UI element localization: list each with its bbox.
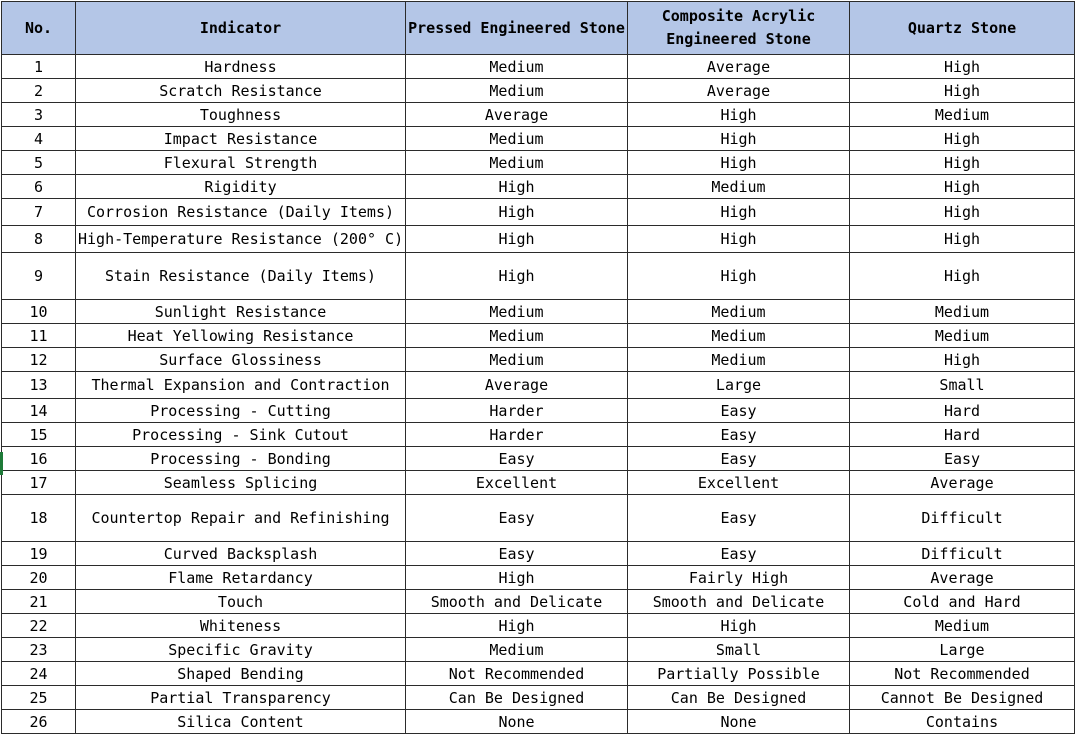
cell-no[interactable]: 9 (2, 253, 76, 300)
cell-quartz[interactable]: Average (850, 566, 1075, 590)
cell-composite[interactable]: High (628, 151, 850, 175)
cell-quartz[interactable]: Contains (850, 710, 1075, 734)
cell-indicator[interactable]: Rigidity (76, 175, 406, 199)
cell-quartz[interactable]: Medium (850, 614, 1075, 638)
cell-no[interactable]: 21 (2, 590, 76, 614)
table-row (2, 253, 1075, 300)
table-row (2, 226, 1075, 253)
cell-composite[interactable]: High (628, 127, 850, 151)
cell-no[interactable]: 18 (2, 495, 76, 542)
cell-pressed[interactable]: High (406, 614, 628, 638)
cell-no[interactable]: 10 (2, 300, 76, 324)
cell-indicator[interactable]: Processing - Bonding (76, 447, 406, 471)
cell-composite[interactable]: Excellent (628, 471, 850, 495)
cell-quartz[interactable]: Large (850, 638, 1075, 662)
cell-pressed[interactable]: Medium (406, 324, 628, 348)
cell-indicator[interactable]: Scratch Resistance (76, 79, 406, 103)
cell-indicator[interactable]: Stain Resistance (Daily Items) (76, 253, 406, 300)
table-row (2, 372, 1075, 399)
cell-no[interactable]: 8 (2, 226, 76, 253)
cell-quartz[interactable]: Cannot Be Designed (850, 686, 1075, 710)
cell-no[interactable]: 26 (2, 710, 76, 734)
cell-quartz[interactable]: Medium (850, 300, 1075, 324)
cell-no[interactable]: 4 (2, 127, 76, 151)
table-row (2, 423, 1075, 447)
cell-composite[interactable]: Can Be Designed (628, 686, 850, 710)
table-row (2, 662, 1075, 686)
cell-composite[interactable]: Partially Possible (628, 662, 850, 686)
cell-no[interactable]: 23 (2, 638, 76, 662)
cell-no[interactable]: 2 (2, 79, 76, 103)
cell-composite[interactable]: Medium (628, 324, 850, 348)
cell-composite[interactable]: Small (628, 638, 850, 662)
cell-quartz[interactable]: High (850, 253, 1075, 300)
cell-indicator[interactable]: Corrosion Resistance (Daily Items) (76, 199, 406, 226)
header-indicator[interactable]: Indicator (76, 2, 406, 55)
cell-composite[interactable]: Easy (628, 447, 850, 471)
cell-quartz[interactable]: High (850, 127, 1075, 151)
table-row (2, 151, 1075, 175)
cell-no[interactable]: 24 (2, 662, 76, 686)
cell-pressed[interactable]: High (406, 226, 628, 253)
table-row (2, 399, 1075, 423)
cell-indicator[interactable]: Touch (76, 590, 406, 614)
table-row (2, 103, 1075, 127)
cell-pressed[interactable]: Medium (406, 79, 628, 103)
table-row (2, 590, 1075, 614)
table-row (2, 55, 1075, 79)
cell-pressed[interactable]: High (406, 253, 628, 300)
cell-no[interactable]: 17 (2, 471, 76, 495)
cell-quartz[interactable]: High (850, 55, 1075, 79)
cell-pressed[interactable]: Medium (406, 55, 628, 79)
cell-indicator[interactable]: Curved Backsplash (76, 542, 406, 566)
cell-quartz[interactable]: Medium (850, 103, 1075, 127)
cell-indicator[interactable]: Sunlight Resistance (76, 300, 406, 324)
cell-composite[interactable]: Easy (628, 542, 850, 566)
cell-composite[interactable]: Medium (628, 348, 850, 372)
header-row (2, 2, 1075, 55)
cell-quartz[interactable]: Hard (850, 423, 1075, 447)
table-row (2, 638, 1075, 662)
table-row (2, 199, 1075, 226)
cell-pressed[interactable]: High (406, 199, 628, 226)
cell-no[interactable]: 7 (2, 199, 76, 226)
cell-no[interactable]: 22 (2, 614, 76, 638)
header-composite-acrylic-engineered-stone[interactable]: Composite Acrylic Engineered Stone (628, 2, 850, 55)
table-row (2, 447, 1075, 471)
cell-pressed[interactable]: Easy (406, 495, 628, 542)
table-row (2, 175, 1075, 199)
cell-indicator[interactable]: Toughness (76, 103, 406, 127)
cell-pressed[interactable]: Harder (406, 423, 628, 447)
active-row-marker (0, 452, 3, 475)
cell-indicator[interactable]: Processing - Sink Cutout (76, 423, 406, 447)
cell-composite[interactable]: Medium (628, 300, 850, 324)
cell-pressed[interactable]: Smooth and Delicate (406, 590, 628, 614)
cell-pressed[interactable]: Easy (406, 447, 628, 471)
cell-quartz[interactable]: High (850, 175, 1075, 199)
table-row (2, 471, 1075, 495)
cell-indicator[interactable]: Whiteness (76, 614, 406, 638)
cell-quartz[interactable]: Cold and Hard (850, 590, 1075, 614)
cell-no[interactable]: 20 (2, 566, 76, 590)
cell-pressed[interactable]: High (406, 175, 628, 199)
cell-quartz[interactable]: High (850, 151, 1075, 175)
cell-composite[interactable]: Easy (628, 423, 850, 447)
cell-no[interactable]: 19 (2, 542, 76, 566)
cell-pressed[interactable]: Medium (406, 638, 628, 662)
cell-composite[interactable]: Easy (628, 399, 850, 423)
cell-pressed[interactable]: Can Be Designed (406, 686, 628, 710)
cell-no[interactable]: 25 (2, 686, 76, 710)
cell-indicator[interactable]: Silica Content (76, 710, 406, 734)
cell-composite[interactable]: High (628, 226, 850, 253)
cell-pressed[interactable]: Medium (406, 127, 628, 151)
cell-pressed[interactable]: Medium (406, 348, 628, 372)
cell-composite[interactable]: Medium (628, 175, 850, 199)
table-body (2, 55, 1075, 734)
cell-composite[interactable]: Large (628, 372, 850, 399)
cell-pressed[interactable]: None (406, 710, 628, 734)
cell-no[interactable]: 14 (2, 399, 76, 423)
cell-composite[interactable]: Average (628, 55, 850, 79)
cell-quartz[interactable]: Hard (850, 399, 1075, 423)
table-row (2, 566, 1075, 590)
cell-indicator[interactable]: Processing - Cutting (76, 399, 406, 423)
cell-composite[interactable]: Smooth and Delicate (628, 590, 850, 614)
cell-quartz[interactable]: Average (850, 471, 1075, 495)
cell-pressed[interactable]: Harder (406, 399, 628, 423)
table-row (2, 542, 1075, 566)
cell-indicator[interactable]: Countertop Repair and Refinishing (76, 495, 406, 542)
table-row (2, 324, 1075, 348)
cell-indicator[interactable]: Specific Gravity (76, 638, 406, 662)
cell-quartz[interactable]: Not Recommended (850, 662, 1075, 686)
cell-quartz[interactable]: High (850, 348, 1075, 372)
cell-quartz[interactable]: High (850, 226, 1075, 253)
cell-quartz[interactable]: Difficult (850, 495, 1075, 542)
cell-quartz[interactable]: High (850, 79, 1075, 103)
cell-no[interactable]: 1 (2, 55, 76, 79)
cell-indicator[interactable]: Flame Retardancy (76, 566, 406, 590)
table-row (2, 686, 1075, 710)
table-row (2, 300, 1075, 324)
cell-pressed[interactable]: Excellent (406, 471, 628, 495)
cell-composite[interactable]: Average (628, 79, 850, 103)
cell-quartz[interactable]: Difficult (850, 542, 1075, 566)
comparison-table (1, 1, 1075, 734)
header-quartz-stone[interactable]: Quartz Stone (850, 2, 1075, 55)
cell-no[interactable]: 6 (2, 175, 76, 199)
cell-quartz[interactable]: Small (850, 372, 1075, 399)
cell-no[interactable]: 15 (2, 423, 76, 447)
cell-no[interactable]: 13 (2, 372, 76, 399)
cell-indicator[interactable]: Flexural Strength (76, 151, 406, 175)
cell-indicator[interactable]: Surface Glossiness (76, 348, 406, 372)
cell-pressed[interactable]: Average (406, 372, 628, 399)
cell-composite[interactable]: Fairly High (628, 566, 850, 590)
cell-quartz[interactable]: Medium (850, 324, 1075, 348)
cell-no[interactable]: 3 (2, 103, 76, 127)
cell-composite[interactable]: None (628, 710, 850, 734)
cell-pressed[interactable]: Easy (406, 542, 628, 566)
cell-composite[interactable]: High (628, 199, 850, 226)
table-row (2, 495, 1075, 542)
cell-indicator[interactable]: Hardness (76, 55, 406, 79)
cell-quartz[interactable]: Easy (850, 447, 1075, 471)
cell-composite[interactable]: High (628, 253, 850, 300)
cell-composite[interactable]: High (628, 103, 850, 127)
table-row (2, 127, 1075, 151)
header-no[interactable]: No. (2, 2, 76, 55)
cell-indicator[interactable]: High-Temperature Resistance (200° C) (76, 226, 406, 253)
cell-indicator[interactable]: Heat Yellowing Resistance (76, 324, 406, 348)
table-row (2, 614, 1075, 638)
cell-no[interactable]: 12 (2, 348, 76, 372)
cell-pressed[interactable]: Not Recommended (406, 662, 628, 686)
header-pressed-engineered-stone[interactable]: Pressed Engineered Stone (406, 2, 628, 55)
cell-no[interactable]: 11 (2, 324, 76, 348)
cell-no[interactable]: 5 (2, 151, 76, 175)
table-row (2, 348, 1075, 372)
cell-composite[interactable]: Easy (628, 495, 850, 542)
cell-pressed[interactable]: Medium (406, 300, 628, 324)
cell-indicator[interactable]: Shaped Bending (76, 662, 406, 686)
table-row (2, 79, 1075, 103)
cell-indicator[interactable]: Thermal Expansion and Contraction (76, 372, 406, 399)
cell-composite[interactable]: High (628, 614, 850, 638)
table-row (2, 710, 1075, 734)
cell-indicator[interactable]: Impact Resistance (76, 127, 406, 151)
cell-indicator[interactable]: Seamless Splicing (76, 471, 406, 495)
cell-pressed[interactable]: Average (406, 103, 628, 127)
cell-no[interactable]: 16 (2, 447, 76, 471)
cell-indicator[interactable]: Partial Transparency (76, 686, 406, 710)
cell-pressed[interactable]: High (406, 566, 628, 590)
cell-pressed[interactable]: Medium (406, 151, 628, 175)
cell-quartz[interactable]: High (850, 199, 1075, 226)
